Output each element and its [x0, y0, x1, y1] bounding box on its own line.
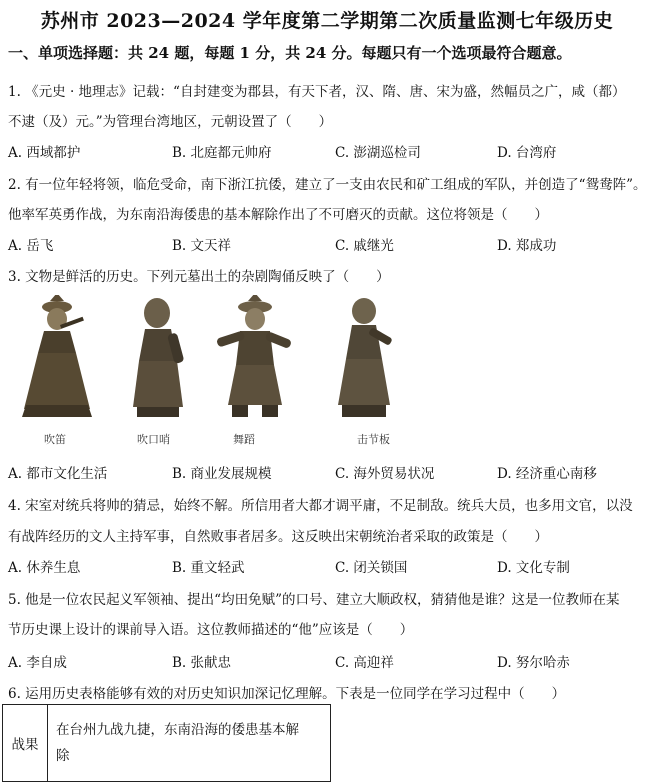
page-title: 苏州市 2023—2024 学年度第二学期第二次质量监测七年级历史 [40, 10, 614, 32]
q4-option-c[interactable]: C. 闭关锁国 [335, 560, 408, 576]
figurine-clapper [328, 295, 400, 421]
q1-option-c[interactable]: C. 澎湖巡检司 [335, 145, 421, 161]
table-row [3, 705, 331, 782]
table-value-line-2: 除 [56, 748, 70, 764]
q2-line-1: 2. 有一位年轻将领，临危受命，南下浙江抗倭，建立了一支由农民和矿工组成的军队，并创造了“鸳鸯阵”。 [8, 177, 647, 193]
q4-line-1: 4. 宋室对统兵将帅的猜忌，始终不解。所信用者大都才调平庸，不足制敌。统兵大员，也多用文官，以没 [8, 498, 633, 514]
q1-option-b[interactable]: B. 北庭都元帅府 [172, 145, 272, 161]
figurine-caption-2: 吹口哨 [137, 433, 170, 446]
q1-line-1: 1. 《元史 · 地理志》记载：“自封建变为郡县，有天下者，汉、隋、唐、宋为盛，然幅员之广，咸（都） [8, 84, 626, 100]
table-value-line-1: 在台州九战九捷，东南沿海的倭患基本解 [56, 722, 299, 738]
q5-line-1: 5. 他是一位农民起义军领袖、提出“均田免赋”的口号、建立大顺政权，猜猜他是谁？这是一位教师在某 [8, 592, 620, 608]
q5-option-a[interactable]: A. 李自成 [8, 655, 67, 671]
q4-option-b[interactable]: B. 重文轻武 [172, 560, 245, 576]
figurine-whistler [125, 295, 189, 421]
table-header-cell: 战果 [3, 705, 48, 782]
table-value-cell [48, 705, 331, 782]
figurine-caption-1: 吹笛 [44, 433, 66, 446]
q2-line-2: 他率军英勇作战，为东南沿海倭患的基本解除作出了不可磨灭的贡献。这位将领是（ ） [8, 207, 548, 223]
q2-option-b[interactable]: B. 文天祥 [172, 238, 232, 254]
q4-option-d[interactable]: D. 文化专制 [497, 560, 570, 576]
section-heading: 一、单项选择题：共 24 题，每题 1 分，共 24 分。每题只有一个选项最符合题意。 [8, 44, 572, 62]
q5-option-b[interactable]: B. 张献忠 [172, 655, 232, 671]
q3-option-b[interactable]: B. 商业发展规模 [172, 466, 272, 482]
q6-line-1: 6. 运用历史表格能够有效的对历史知识加深记忆理解。下表是一位同学在学习过程中（ ） [8, 686, 566, 702]
q4-option-a[interactable]: A. 休养生息 [8, 560, 81, 576]
q3-line-1: 3. 文物是鲜活的历史。下列元墓出土的杂剧陶俑反映了（ ） [8, 269, 390, 285]
q1-option-a[interactable]: A. 西域都护 [8, 145, 81, 161]
q5-option-d[interactable]: D. 努尔哈赤 [497, 655, 570, 671]
q1-option-d[interactable]: D. 台湾府 [497, 145, 557, 161]
q3-option-c[interactable]: C. 海外贸易状况 [335, 466, 435, 482]
q5-line-2: 节历史课上设计的课前导入语。这位教师描述的“他”应该是（ ） [8, 622, 414, 638]
figurine-caption-4: 击节板 [357, 433, 390, 446]
q3-option-d[interactable]: D. 经济重心南移 [497, 466, 597, 482]
q3-option-a[interactable]: A. 都市文化生活 [8, 466, 108, 482]
q2-option-d[interactable]: D. 郑成功 [497, 238, 557, 254]
figurine-dancer [212, 295, 298, 421]
q5-option-c[interactable]: C. 高迎祥 [335, 655, 394, 671]
q4-line-2: 有战阵经历的文人主持军事，自然败事者居多。这反映出宋朝统治者采取的政策是（ ） [8, 529, 548, 545]
figurine-flute-player [20, 295, 94, 421]
q2-option-a[interactable]: A. 岳飞 [8, 238, 54, 254]
figurine-caption-3: 舞蹈 [233, 433, 255, 446]
q1-line-2: 不逮（及）元。”为管理台湾地区，元朝设置了（ ） [8, 114, 333, 130]
q2-option-c[interactable]: C. 戚继光 [335, 238, 394, 254]
q6-table [2, 704, 331, 782]
